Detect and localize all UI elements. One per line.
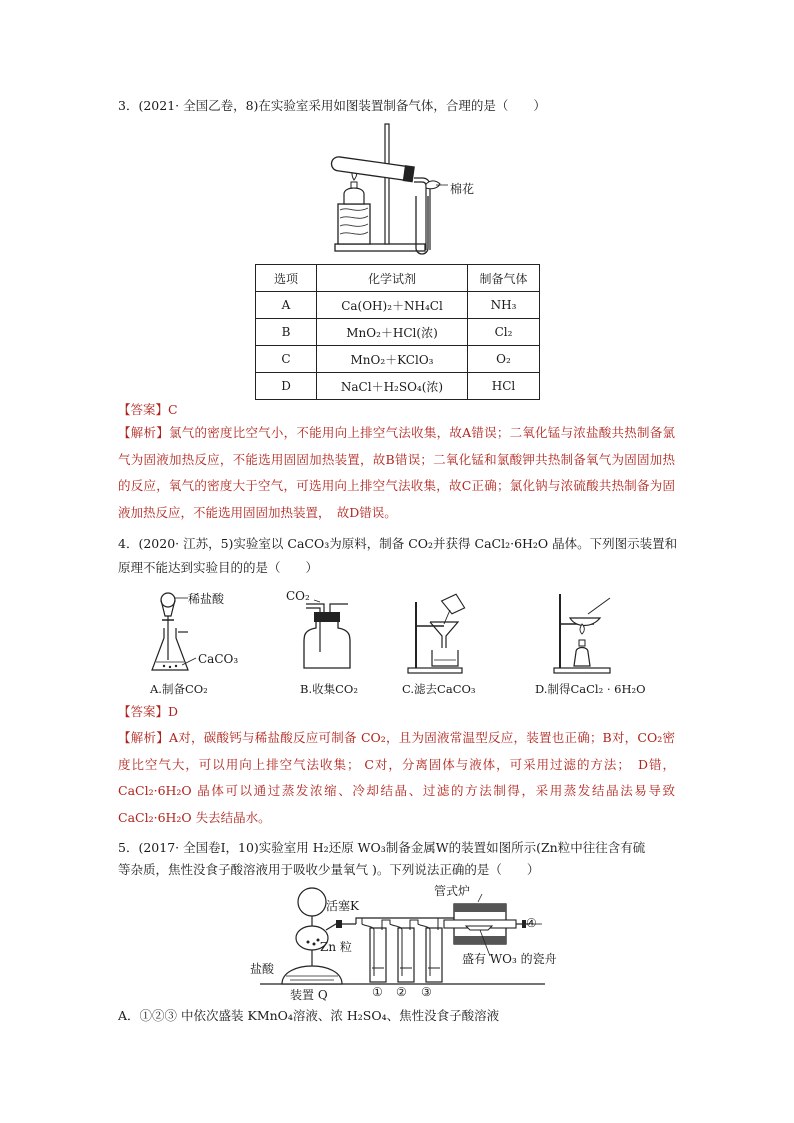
q3-apparatus-figure (330, 122, 530, 257)
q5-bottle-3-label: ③ (421, 985, 432, 999)
table-row (256, 319, 540, 346)
q5-furnace-label: 管式炉 (434, 884, 471, 898)
table-cell: Cl₂ (468, 319, 540, 346)
q5-apparatus-q-label: 装置 Q (290, 988, 328, 1002)
table-header-row (256, 265, 540, 292)
q4-caption-b: B.收集CO₂ (300, 682, 358, 696)
q3-answer (118, 400, 178, 420)
q5-stopcock-label: 活塞K (326, 899, 359, 913)
table-cell: NH₃ (468, 292, 540, 319)
q4-caption-a: A.制备CO₂ (150, 682, 208, 696)
q3-analysis (118, 420, 675, 526)
analysis-text: A对，碳酸钙与稀盐酸反应可制备 CO₂，且为固液常温型反应，装置也正确；B对，CO₂密度比空气大，可以用向上排空气法收集； C对，分离固体与液体，可采用过滤的方法； D错，CaCl₂·6H₂O 晶体可以通过蒸发浓缩、冷却结晶、过滤的方法制得，采用蒸发结晶法易导致CaCl₂·6H₂O 失去结晶水。 (118, 730, 675, 825)
table-cell: HCl (468, 373, 540, 400)
answer-value: C (168, 402, 178, 417)
table-cell: MnO₂＋HCl(浓) (317, 319, 468, 346)
analysis-text: 氯气的密度比空气小，不能用向上排空气法收集，故A错误；二氧化锰与浓盐酸共热制备氯气为固液加热反应，不能选用固固加热装置，故B错误；二氧化锰和氯酸钾共热制备氧气为固固加热的反应，氧气的密度大于空气，可选用向上排空气法收集，故C正确；氯化钠与浓硫酸共热制备为固液加热反应，不能选用固固加热装置， 故D错误。 (118, 425, 675, 520)
q4-answer (118, 702, 178, 722)
answer-tag: 【答案】 (118, 402, 169, 417)
q4-hcl-label: 稀盐酸 (188, 592, 225, 606)
table-cell: D (256, 373, 317, 400)
table-cell: C (256, 346, 317, 373)
q5-zn-label: Zn 粒 (320, 940, 352, 954)
q5-bottle-2-label: ② (396, 985, 407, 999)
q4-stem-line1: 4．(2020· 江苏，5)实验室以 CaCO₃为原料，制备 CO₂并获得 CaCl₂·6H₂O 晶体。下列图示装置和 (118, 536, 678, 551)
q4-caption-c: C.滤去CaCO₃ (402, 682, 476, 696)
q5-outlet-4-label: ④ (526, 916, 537, 930)
table-cell: NaCl＋H₂SO₄(浓) (317, 373, 468, 400)
table-header-cell: 化学试剂 (317, 265, 468, 292)
q4-caption-d: D.制得CaCl₂ · 6H₂O (535, 682, 646, 696)
q5-boat-label: 盛有 WO₃ 的瓷舟 (462, 952, 557, 966)
q5-stem-line1: 5．(2017· 全国卷Ⅰ，10)实验室用 H₂还原 WO₃制备金属W的装置如图所示(Zn粒中往往含有硫 (118, 840, 646, 855)
q4-co2-label: CO₂ (286, 589, 310, 603)
table-cell: Ca(OH)₂＋NH₄Cl (317, 292, 468, 319)
table-cell: A (256, 292, 317, 319)
q5-option-a: A．①②③ 中依次盛装 KMnO₄溶液、浓 H₂SO₄、焦性没食子酸溶液 (118, 1008, 500, 1023)
q3-cotton-label: 棉花 (450, 182, 475, 196)
q4-figure-c-filtration (404, 592, 484, 674)
table-cell: MnO₂＋KClO₃ (317, 346, 468, 373)
table-header-cell: 选项 (256, 265, 317, 292)
q5-bottle-1-label: ① (372, 985, 383, 999)
table-row (256, 346, 540, 373)
analysis-tag: 【解析】 (118, 425, 169, 440)
q4-caco3-label: CaCO₃ (198, 652, 239, 666)
q5-acid-label: 盐酸 (250, 962, 275, 976)
table-header-cell: 制备气体 (468, 265, 540, 292)
answer-tag: 【答案】 (118, 704, 169, 719)
q4-analysis (118, 725, 675, 831)
table-row (256, 292, 540, 319)
q3-stem: 3．(2021· 全国乙卷，8)在实验室采用如图装置制备气体，合理的是（ ） (118, 98, 546, 113)
table-row (256, 373, 540, 400)
q4-stem-line2: 原理不能达到实验目的的是（ ） (118, 560, 319, 575)
q4-figure-b-bottle (296, 592, 366, 672)
answer-value: D (168, 704, 179, 719)
q5-apparatus-figure (260, 880, 550, 990)
q3-options-table (255, 264, 540, 400)
q5-stem-line2: 等杂质，焦性没食子酸溶液用于吸收少量氧气 )。下列说法正确的是（ ） (118, 862, 540, 877)
table-cell: O₂ (468, 346, 540, 373)
analysis-tag: 【解析】 (118, 730, 169, 745)
q4-figure-d-evaporation (548, 590, 628, 675)
table-cell: B (256, 319, 317, 346)
